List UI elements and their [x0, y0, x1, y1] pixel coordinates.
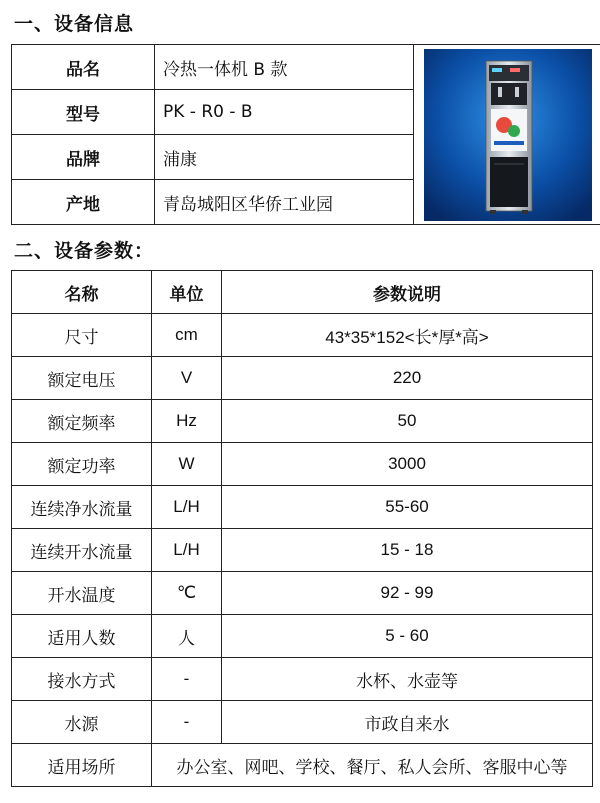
- info-label: 品牌: [12, 135, 155, 180]
- param-name: 接水方式: [12, 658, 152, 701]
- table-header-row: [12, 271, 593, 314]
- column-header-unit: 单位: [152, 271, 222, 314]
- table-row: [12, 45, 600, 90]
- device-params-table: [11, 270, 593, 787]
- param-desc: 水杯、水壶等: [222, 658, 593, 701]
- param-unit: 人: [152, 615, 222, 658]
- column-header-name: 名称: [12, 271, 152, 314]
- param-unit: L/H: [152, 529, 222, 572]
- info-value: 青岛城阳区华侨工业园: [155, 180, 414, 225]
- param-name: 水源: [12, 701, 152, 744]
- param-unit: V: [152, 357, 222, 400]
- param-desc: 办公室、网吧、学校、餐厅、私人会所、客服中心等: [152, 744, 593, 787]
- column-header-desc: 参数说明: [222, 271, 593, 314]
- table-row: [12, 701, 593, 744]
- table-row: [12, 658, 593, 701]
- param-name: 适用场所: [12, 744, 152, 787]
- info-value: 浦康: [155, 135, 414, 180]
- param-name: 尺寸: [12, 314, 152, 357]
- table-row: [12, 443, 593, 486]
- param-desc: 市政自来水: [222, 701, 593, 744]
- param-name: 适用人数: [12, 615, 152, 658]
- table-row: [12, 314, 593, 357]
- param-name: 额定频率: [12, 400, 152, 443]
- param-desc: 50: [222, 400, 593, 443]
- param-desc: 3000: [222, 443, 593, 486]
- param-name: 开水温度: [12, 572, 152, 615]
- param-desc: 43*35*152<长*厚*高>: [222, 314, 593, 357]
- param-desc: 55-60: [222, 486, 593, 529]
- param-name: 连续开水流量: [12, 529, 152, 572]
- table-row: [12, 357, 593, 400]
- water-dispenser-image: [424, 49, 592, 221]
- info-label: 型号: [12, 90, 155, 135]
- param-unit: -: [152, 658, 222, 701]
- table-row: [12, 572, 593, 615]
- param-unit: W: [152, 443, 222, 486]
- table-row: [12, 744, 593, 787]
- param-name: 连续净水流量: [12, 486, 152, 529]
- section-title-device-params: 二、设备参数：: [14, 240, 155, 262]
- info-label: 产地: [12, 180, 155, 225]
- table-row: [12, 529, 593, 572]
- device-info-table: [11, 44, 600, 225]
- info-value: PK - R0 - B: [155, 90, 414, 135]
- param-name: 额定功率: [12, 443, 152, 486]
- param-name: 额定电压: [12, 357, 152, 400]
- param-unit: ℃: [152, 572, 222, 615]
- param-desc: 5 - 60: [222, 615, 593, 658]
- param-desc: 92 - 99: [222, 572, 593, 615]
- param-unit: -: [152, 701, 222, 744]
- table-row: [12, 486, 593, 529]
- section-title-device-info: 一、设备信息: [14, 13, 135, 35]
- param-unit: L/H: [152, 486, 222, 529]
- product-image-cell: [414, 45, 600, 225]
- info-label: 品名: [12, 45, 155, 90]
- info-value: 冷热一体机 B 款: [155, 45, 414, 90]
- param-unit: cm: [152, 314, 222, 357]
- param-unit: Hz: [152, 400, 222, 443]
- table-row: [12, 400, 593, 443]
- param-desc: 220: [222, 357, 593, 400]
- param-desc: 15 - 18: [222, 529, 593, 572]
- table-row: [12, 615, 593, 658]
